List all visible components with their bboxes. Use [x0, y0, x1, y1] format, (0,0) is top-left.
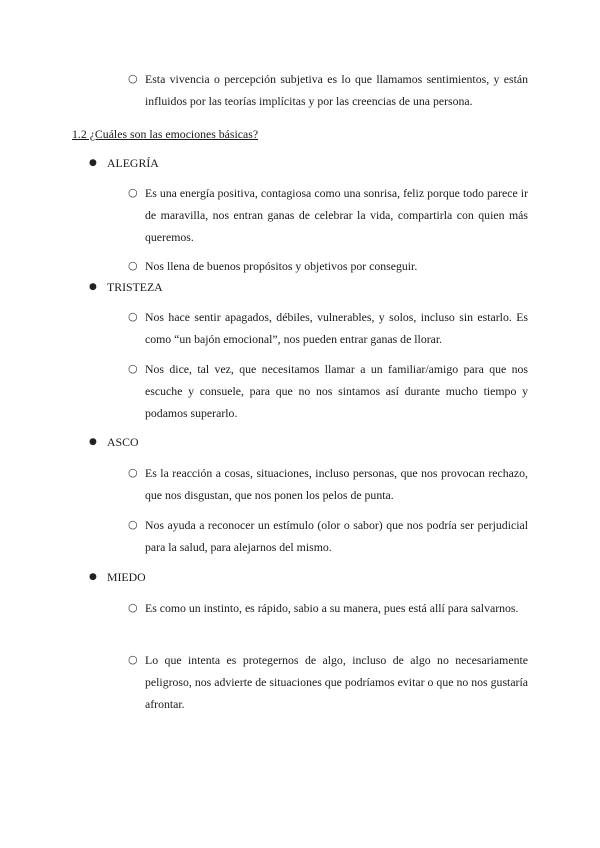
- list-item-text: Es como un instinto, es rápido, sabio a su manera, pues está allí para salvarnos.: [145, 601, 519, 615]
- list-item: [128, 462, 528, 506]
- list-item: [128, 182, 528, 248]
- hollow-circle-bullet-icon: ○: [128, 72, 138, 85]
- filled-circle-bullet-icon: ●: [89, 437, 97, 447]
- list-item-text: Es la reacción a cosas, situaciones, incluso personas, que nos provocan rechazo, que nos disgustan, que nos ponen los pelos de punta.: [145, 466, 528, 502]
- hollow-circle-bullet-icon: ○: [128, 518, 138, 531]
- hollow-circle-bullet-icon: ○: [128, 601, 138, 614]
- intro-list-item: [128, 68, 528, 112]
- filled-circle-bullet-icon: ●: [89, 158, 97, 168]
- emotion-title: MIEDO: [107, 570, 146, 584]
- hollow-circle-bullet-icon: ○: [128, 186, 138, 199]
- emotion-title: TRISTEZA: [107, 280, 163, 294]
- list-item: [128, 649, 528, 715]
- list-item-text: Nos llena de buenos propósitos y objetivos por conseguir.: [145, 259, 418, 273]
- hollow-circle-bullet-icon: ○: [128, 259, 138, 272]
- list-item: [128, 358, 528, 424]
- filled-circle-bullet-icon: ●: [89, 572, 97, 582]
- list-item: [128, 306, 528, 350]
- list-item: [128, 597, 528, 619]
- emotion-heading-tristeza: [89, 276, 163, 298]
- intro-text: Esta vivencia o percepción subjetiva es lo que llamamos sentimientos, y están influidos por las teorías implícitas y por las creencias de una persona.: [145, 72, 528, 108]
- list-item-text: Es una energía positiva, contagiosa como una sonrisa, feliz porque todo parece ir de maravilla, nos entran ganas de celebrar la vida, compartirla con quien más queremos.: [145, 186, 528, 244]
- list-item-text: Nos ayuda a reconocer un estímulo (olor o sabor) que nos podría ser perjudicial para la salud, para alejarnos del mismo.: [145, 518, 528, 554]
- hollow-circle-bullet-icon: ○: [128, 310, 138, 323]
- hollow-circle-bullet-icon: ○: [128, 362, 138, 375]
- list-item-text: Lo que intenta es protegernos de algo, incluso de algo no necesariamente peligroso, nos advierte de situaciones que podríamos evitar o que no nos gustaría afrontar.: [145, 653, 528, 711]
- emotion-heading-miedo: [89, 566, 146, 588]
- emotion-title: ASCO: [107, 435, 139, 449]
- hollow-circle-bullet-icon: ○: [128, 466, 138, 479]
- list-item: [128, 514, 528, 558]
- list-item-text: Nos dice, tal vez, que necesitamos llamar a un familiar/amigo para que nos escuche y consuele, para que no nos sintamos así durante mucho tiempo y podamos superarlo.: [145, 362, 528, 420]
- section-heading: 1.2 ¿Cuáles son las emociones básicas?: [72, 127, 259, 141]
- list-item: [128, 255, 528, 277]
- hollow-circle-bullet-icon: ○: [128, 653, 138, 666]
- list-item-text: Nos hace sentir apagados, débiles, vulnerables, y solos, incluso sin estarlo. Es como “un bajón emocional”, nos pueden entrar ganas de llorar.: [145, 310, 528, 346]
- emotion-heading-asco: [89, 431, 139, 453]
- emotion-title: ALEGRÍA: [107, 156, 159, 170]
- filled-circle-bullet-icon: ●: [89, 282, 97, 292]
- emotion-heading-alegria: [89, 152, 159, 174]
